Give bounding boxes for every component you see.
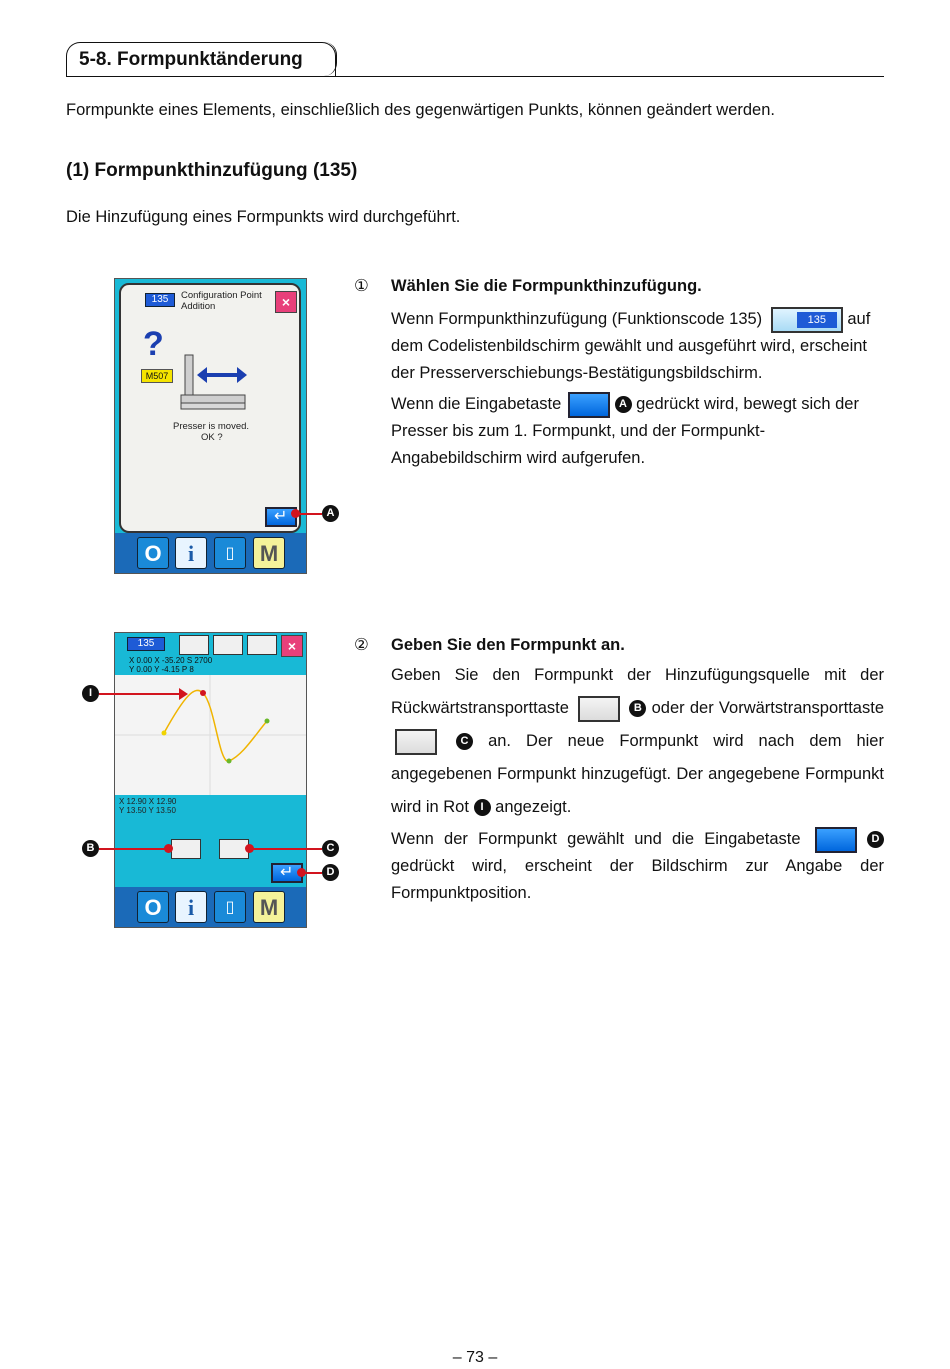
step-1-para-2a: Wenn die Eingabetaste (391, 395, 562, 413)
message-line2: OK ? (201, 432, 223, 443)
callout-i-badge: I (82, 685, 99, 702)
badge-a: A (615, 396, 632, 413)
callout-c-badge: C (322, 840, 339, 857)
callout-a-line (298, 513, 322, 515)
step-1-para-1b: auf dem Codelistenbildschirm gewählt und ausgeführt wird, erscheint der Presserverschiebungs-Bestätigungsbildschirm. (391, 310, 871, 382)
intro-text: Formpunkte eines Elements, einschließlich des gegenwärtigen Punkts, können geändert werden. (66, 101, 775, 119)
step-2-para-2 (391, 826, 884, 907)
step-2-para-1c: an. Der neue Formpunkt wird nach dem hier angegebenen Formpunkt hinzugefügt. Der angegebene Formpunkt wird in Rot (391, 732, 884, 816)
backward-feed-button[interactable] (171, 839, 201, 859)
badge-d: D (867, 831, 884, 848)
confirmation-dialog (119, 283, 301, 533)
code-135-label: 135 (797, 312, 837, 328)
tool-button-1[interactable] (179, 635, 209, 655)
screen-confirmation (114, 278, 307, 574)
coord-row-2: Y 0.00 Y -4.15 P 8 (129, 665, 194, 674)
badge-i: I (474, 799, 491, 816)
backward-feed-key-icon (578, 696, 620, 722)
close-button-2[interactable]: × (281, 635, 303, 657)
step-2-number: ② (354, 636, 369, 654)
callout-b-badge: B (82, 840, 99, 857)
step-1-para-1a: Wenn Formpunkthinzufügung (Funktionscode 135) (391, 310, 763, 328)
badge-b: B (629, 700, 646, 717)
callout-d-badge: D (322, 864, 339, 881)
mode-button[interactable]: M (253, 537, 285, 569)
info-button[interactable]: i (175, 537, 207, 569)
step-1-number: ① (354, 277, 369, 295)
section-header (66, 42, 884, 82)
close-button[interactable]: × (275, 291, 297, 313)
communication-button[interactable]: ▯ (214, 537, 246, 569)
callout-b-line (99, 848, 165, 850)
callout-b-dot (164, 844, 173, 853)
question-icon: ? (143, 325, 164, 363)
bottom-bar (115, 533, 306, 573)
communication-button-2[interactable]: ▯ (214, 891, 246, 923)
reset-button-2[interactable]: O (137, 891, 169, 923)
screen-point-select (114, 632, 307, 928)
step-2-para-2b: gedrückt wird, erscheint der Bildschirm zur Angabe der Formpunktposition. (391, 857, 884, 902)
reset-button[interactable]: O (137, 537, 169, 569)
lower-coord-row-1: X 12.90 X 12.90 (119, 797, 177, 806)
message-code: M507 (141, 369, 173, 383)
mode-button-2[interactable]: M (253, 891, 285, 923)
section-rule (66, 76, 884, 77)
step-1-para-2 (391, 391, 884, 472)
enter-key-icon-2 (815, 827, 857, 853)
step-1-para-2b: gedrückt wird, bewegt sich der Presser bis zum 1. Formpunkt, und der Formpunkt-Angabebildschirm wird aufgerufen. (391, 395, 859, 467)
tool-button-2[interactable] (213, 635, 243, 655)
subsection-title: (1) Formpunkthinzufügung (135) (66, 160, 358, 181)
step-2-heading: Geben Sie den Formpunkt an. (391, 636, 625, 654)
function-code-chip: 135 (145, 293, 175, 307)
description-text: Die Hinzufügung eines Formpunkts wird durchgeführt. (66, 208, 461, 226)
section-title: 5-8. Formpunktänderung (79, 49, 303, 70)
callout-i-arrow (179, 688, 188, 700)
dialog-title-line1: Configuration Point (181, 290, 262, 301)
callout-d-line (304, 872, 322, 874)
enter-key-icon (568, 392, 610, 418)
lower-coord-row-2: Y 13.50 Y 13.50 (119, 806, 176, 815)
page-number: – 73 – (452, 1349, 498, 1366)
dialog-title-line2: Addition (181, 301, 216, 312)
presser-move-icon (177, 353, 257, 415)
callout-a-badge: A (322, 505, 339, 522)
tool-button-3[interactable] (247, 635, 277, 655)
bottom-bar-2 (115, 887, 306, 927)
step-1-para-1 (391, 306, 884, 387)
step-2-para-2a: Wenn der Formpunkt gewählt und die Eingabetaste (391, 830, 801, 848)
step-2-para-1 (391, 659, 884, 824)
forward-feed-key-icon (395, 729, 437, 755)
callout-i-line (99, 693, 179, 695)
coord-row-1: X 0.00 X -35.20 S 2700 (129, 656, 213, 665)
step-2-para-1b: oder der Vorwärtstransporttaste (651, 699, 884, 717)
callout-c-line (252, 848, 322, 850)
step-1-heading: Wählen Sie die Formpunkthinzufügung. (391, 277, 702, 295)
info-button-2[interactable]: i (175, 891, 207, 923)
step-2-para-1a: Geben Sie den Formpunkt der Hinzufügungsquelle mit der Rückwärtstransporttaste (391, 666, 884, 717)
code-135-key (771, 307, 843, 333)
step-2-para-1d: angezeigt. (495, 798, 572, 816)
function-code-chip-2: 135 (127, 637, 165, 651)
badge-c: C (456, 733, 473, 750)
message-line1: Presser is moved. (173, 421, 250, 432)
section-title-box (66, 42, 336, 76)
